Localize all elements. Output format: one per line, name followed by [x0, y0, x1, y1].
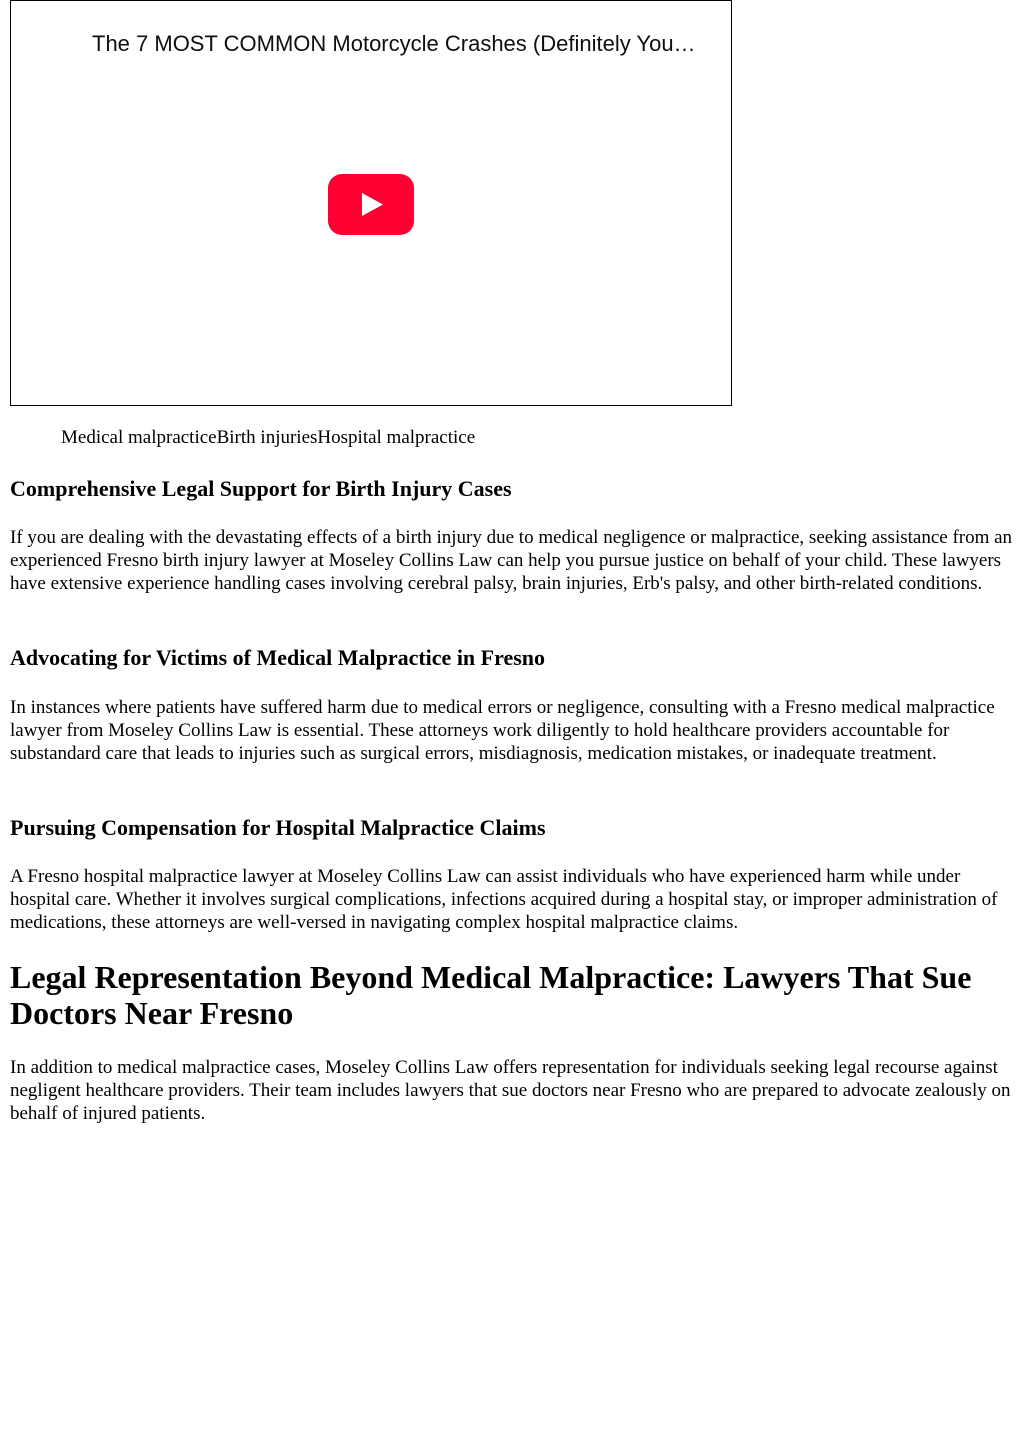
- tag-hospital-malpractice[interactable]: Hospital malpractice: [317, 427, 476, 448]
- tag-list: [61, 427, 475, 449]
- section-body-medical-malpractice: In instances where patients have suffered harm due to medical errors or negligence, consulting with a Fresno medical malpractice lawyer from Moseley Collins Law is essential. These attorneys work diligently to hold healthcare providers accountable for substandard care that leads to injuries such as surgical errors, misdiagnosis, medication mistakes, or inadequate treatment.: [10, 697, 995, 764]
- section-heading-birth-injury: Comprehensive Legal Support for Birth Injury Cases: [10, 476, 512, 501]
- section-heading-medical-malpractice: Advocating for Victims of Medical Malpractice in Fresno: [10, 645, 546, 670]
- play-button[interactable]: [328, 174, 414, 235]
- main-body: In addition to medical malpractice cases, Moseley Collins Law offers representation for individuals seeking legal recourse against negligent healthcare providers. Their team includes lawyers that sue doctors near Fresno who are prepared to advocate zealously on behalf of injured patients.: [10, 1057, 1011, 1124]
- video-embed[interactable]: [10, 0, 732, 406]
- tag-medical-malpractice[interactable]: Medical malpractice: [61, 427, 217, 448]
- play-icon: [328, 174, 414, 235]
- video-title[interactable]: The 7 MOST COMMON Motorcycle Crashes (Definitely You…: [92, 31, 696, 56]
- main-heading: Legal Representation Beyond Medical Malpractice: Lawyers That Sue Doctors Near Fresno: [10, 959, 972, 1031]
- tag-birth-injuries[interactable]: Birth injuries: [216, 427, 318, 448]
- section-body-birth-injury: If you are dealing with the devastating effects of a birth injury due to medical negligence or malpractice, seeking assistance from an experienced Fresno birth injury lawyer at Moseley Collins Law can help you pursue justice on behalf of your child. These lawyers have extensive experience handling cases involving cerebral palsy, brain injuries, Erb's palsy, and other birth-related conditions.: [10, 527, 1013, 594]
- section-heading-hospital-malpractice: Pursuing Compensation for Hospital Malpractice Claims: [10, 815, 546, 840]
- section-body-hospital-malpractice: A Fresno hospital malpractice lawyer at Moseley Collins Law can assist individuals who have experienced harm while under hospital care. Whether it involves surgical complications, infections acquired during a hospital stay, or improper administration of medications, these attorneys are well-versed in navigating complex hospital malpractice claims.: [10, 866, 998, 933]
